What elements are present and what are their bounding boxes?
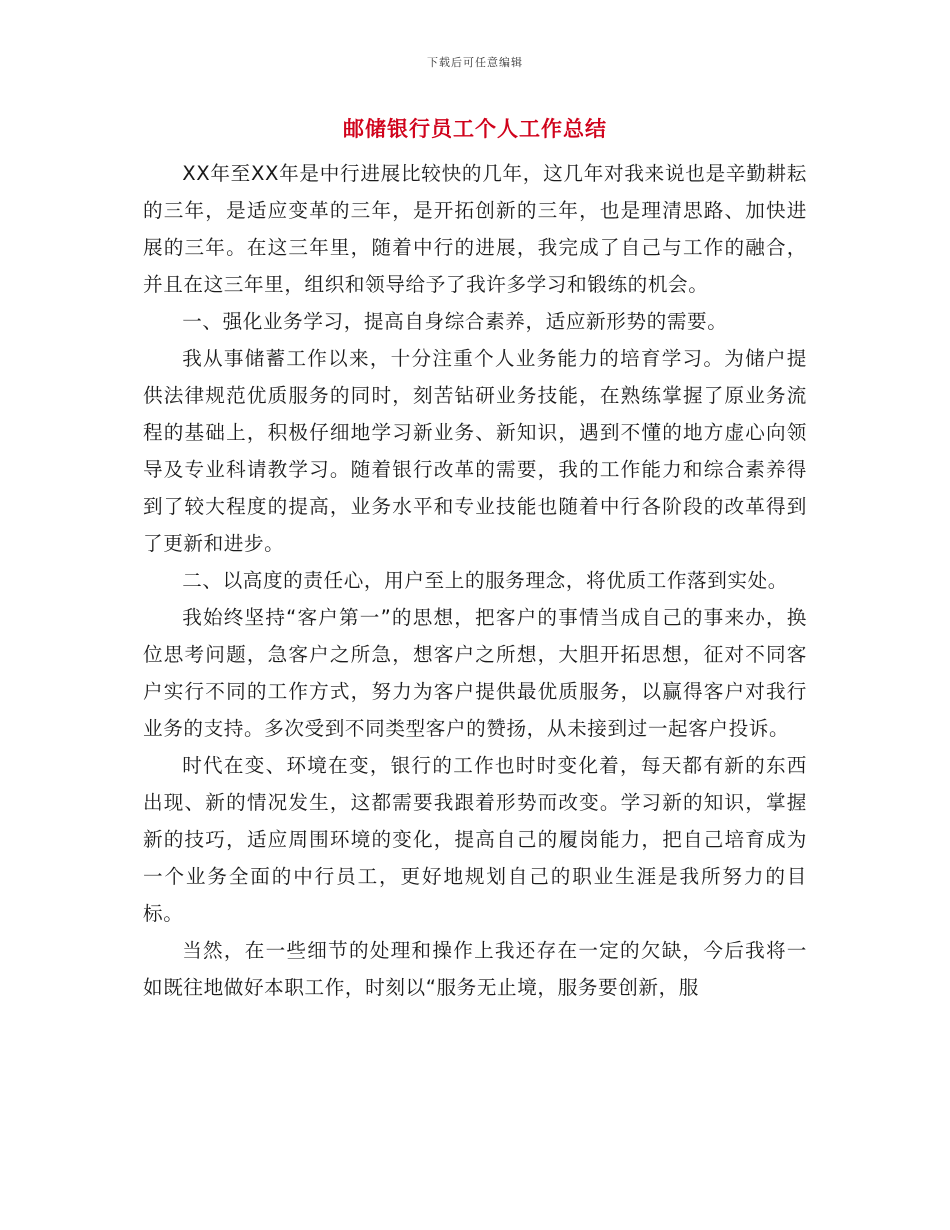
document-title: 邮储银行员工个人工作总结	[343, 117, 607, 141]
paragraph-change: 时代在变、环境在变，银行的工作也时时变化着，每天都有新的东西出现、新的情况发生，这都需要我跟着形势而改变。学习新的知识，掌握新的技巧，适应周围环境的变化，提高自己的履岗能力，把自己培育成为一个业务全面的中行员工，更好地规划自己的职业生涯是我所努力的目标。	[143, 754, 807, 925]
paragraph-section-1: 我从事储蓄工作以来，十分注重个人业务能力的培育学习。为储户提供法律规范优质服务的同时，刻苦钻研业务技能，在熟练掌握了原业务流程的基础上，积极仔细地学习新业务、新知识，遇到不懂的地方虚心向领导及专业科请教学习。随着银行改革的需要，我的工作能力和综合素养得到了较大程度的提高，业务水平和专业技能也随着中行各阶段的改革得到了更新和进步。	[143, 347, 807, 555]
paragraph-closing: 当然，在一些细节的处理和操作上我还存在一定的欠缺，今后我将一如既往地做好本职工作，时刻以“服务无止境，服务要创新，服	[143, 939, 807, 999]
section-heading-1: 一、强化业务学习，提高自身综合素养，适应新形势的需要。	[182, 310, 728, 333]
document-body	[143, 155, 807, 1006]
header-note: 下载后可任意编辑	[427, 56, 523, 69]
paragraph-intro: XX年至XX年是中行进展比较快的几年，这几年对我来说也是辛勤耕耘的三年，是适应变革的三年，是开拓创新的三年，也是理清思路、加快进展的三年。在这三年里，随着中行的进展，我完成了自己与工作的融合，并且在这三年里，组织和领导给予了我许多学习和锻练的机会。	[143, 162, 807, 296]
section-heading-2: 二、以高度的责任心，用户至上的服务理念，将优质工作落到实处。	[182, 569, 788, 592]
paragraph-section-2: 我始终坚持“客户第一”的思想，把客户的事情当成自己的事来办，换位思考问题，急客户之所急，想客户之所想，大胆开拓思想，征对不同客户实行不同的工作方式，努力为客户提供最优质服务，以赢得客户对我行业务的支持。多次受到不同类型客户的赞扬，从未接到过一起客户投诉。	[143, 606, 807, 740]
